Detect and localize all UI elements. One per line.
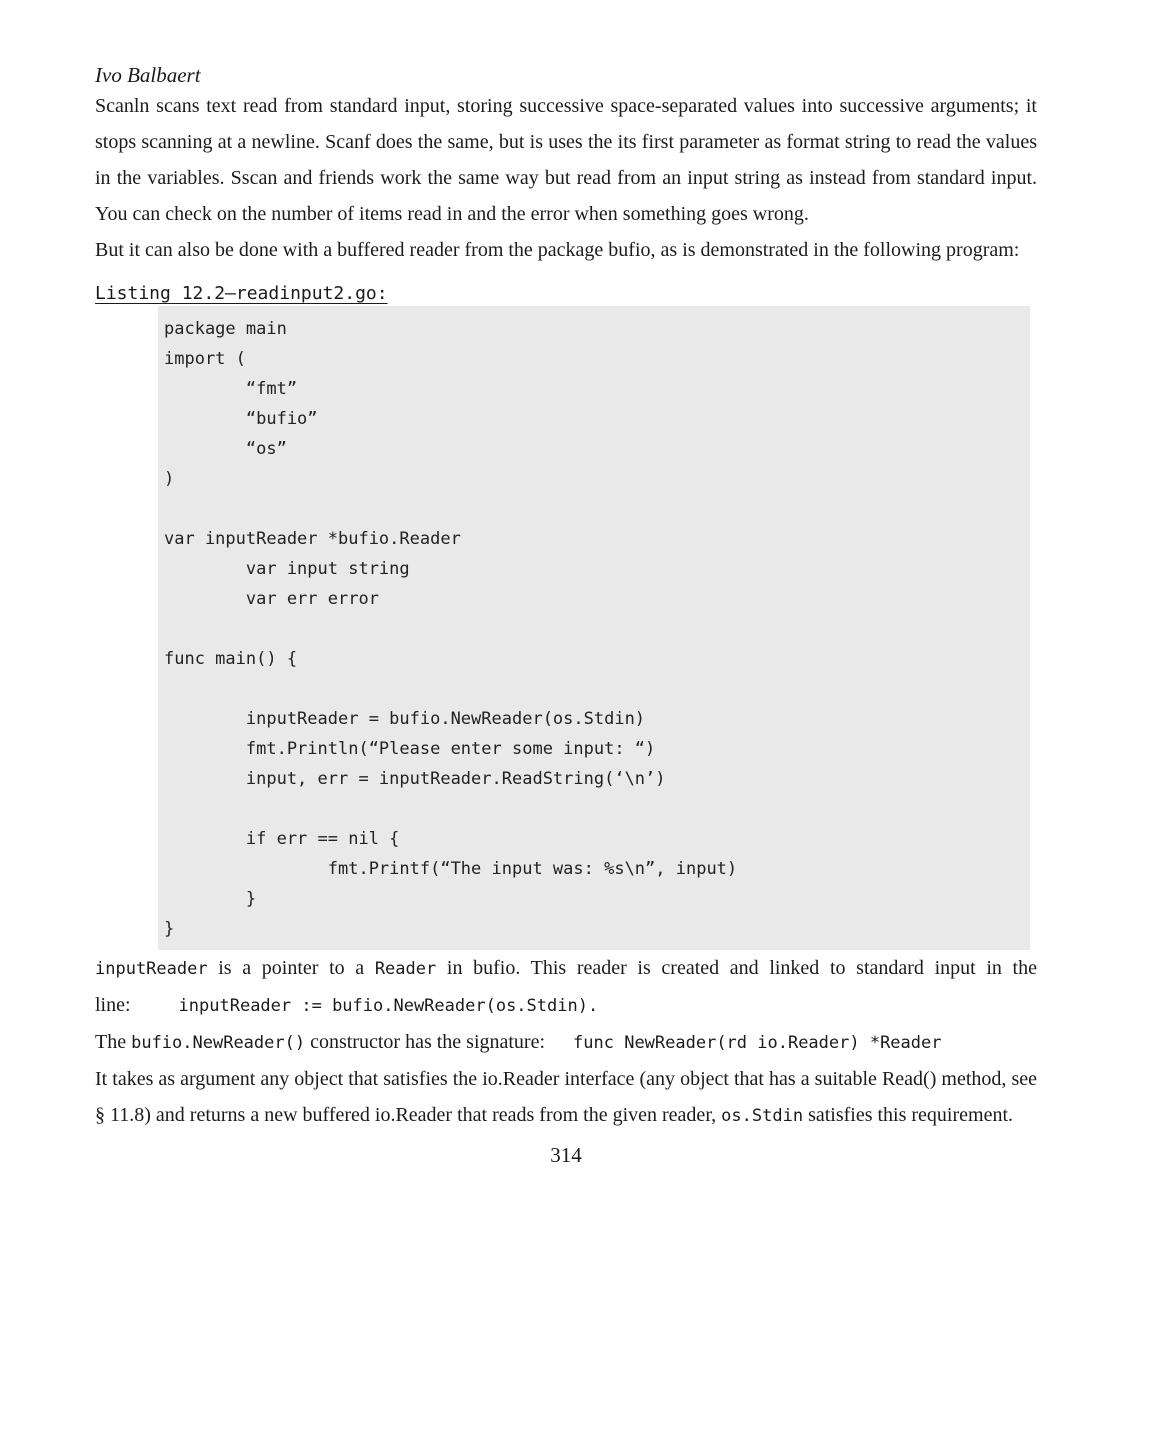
- inline-code-func-signature: func NewReader(rd io.Reader) *Reader: [573, 1033, 942, 1053]
- code-line: ): [164, 469, 175, 489]
- code-line: fmt.Println(“Please enter some input: “): [164, 739, 656, 759]
- inline-code-reader: Reader: [374, 959, 437, 979]
- inline-code-newreader-line: inputReader := bufio.NewReader(os.Stdin).: [178, 996, 599, 1016]
- inline-code-os-stdin: os.Stdin: [721, 1106, 804, 1126]
- prose-segment: satisfies this requirement.: [803, 1104, 1014, 1126]
- paragraph-io-reader: [95, 1061, 1037, 1134]
- code-line: import (: [164, 349, 246, 369]
- code-line: inputReader = bufio.NewReader(os.Stdin): [164, 709, 646, 729]
- prose-segment: is a pointer to a: [207, 957, 375, 979]
- code-line: [164, 494, 1022, 524]
- code-line: input, err = inputReader.ReadString(‘\n’): [164, 769, 666, 789]
- code-line: “os”: [164, 439, 287, 459]
- code-line: [164, 674, 1022, 704]
- code-line: }: [164, 889, 257, 909]
- inline-code-inputreader: inputReader: [95, 959, 208, 979]
- code-line: var inputReader *bufio.Reader: [164, 529, 461, 549]
- paragraph-bufio-intro: But it can also be done with a buffered reader from the package bufio, as is demonstrated in the following program:: [95, 239, 1020, 261]
- code-line: fmt.Printf(“The input was: %s\n”, input): [164, 859, 738, 879]
- page-number: 314: [550, 1143, 582, 1167]
- page-header-author: Ivo Balbaert: [95, 63, 201, 87]
- prose-segment: The: [95, 1031, 132, 1053]
- code-line: func main() {: [164, 649, 298, 669]
- code-line: [164, 614, 1022, 644]
- code-line: “fmt”: [164, 379, 298, 399]
- listing-title: Listing 12.2—readinput2.go:: [95, 283, 388, 304]
- code-listing: [158, 306, 1030, 950]
- prose-segment: constructor has the signature:: [305, 1031, 546, 1053]
- code-line: package main: [164, 319, 287, 339]
- paragraph-scanln: Scanln scans text read from standard input, storing successive space-separated values into successive arguments; it stops scanning at a newline. Scanf does the same, but is uses the its first parameter as format string to read the values in the variables. Sscan and friends work the same way but read from an input string as instead from standard input. You can check on the number of items read in and the error when something goes wrong.: [95, 95, 1037, 225]
- paragraph-constructor-signature: [95, 1024, 1037, 1061]
- code-line: if err == nil {: [164, 829, 400, 849]
- code-line: var err error: [164, 589, 379, 609]
- inline-code-bufio-newreader: bufio.NewReader(): [131, 1033, 306, 1053]
- code-line: [164, 794, 1022, 824]
- code-line: “bufio”: [164, 409, 318, 429]
- code-line: var input string: [164, 559, 410, 579]
- prose-segment: in bufio. This reader is created and linked to standard input in the line:: [95, 957, 1037, 1016]
- prose-segment: It takes as argument any object that satisfies the io.Reader interface (any object that has a suitable Read() method, see § 11.8) and returns a new buffered io.Reader that reads from the given reader,: [95, 1068, 1037, 1126]
- paragraph-inputreader-pointer: [95, 950, 1037, 1024]
- code-line: }: [164, 919, 175, 939]
